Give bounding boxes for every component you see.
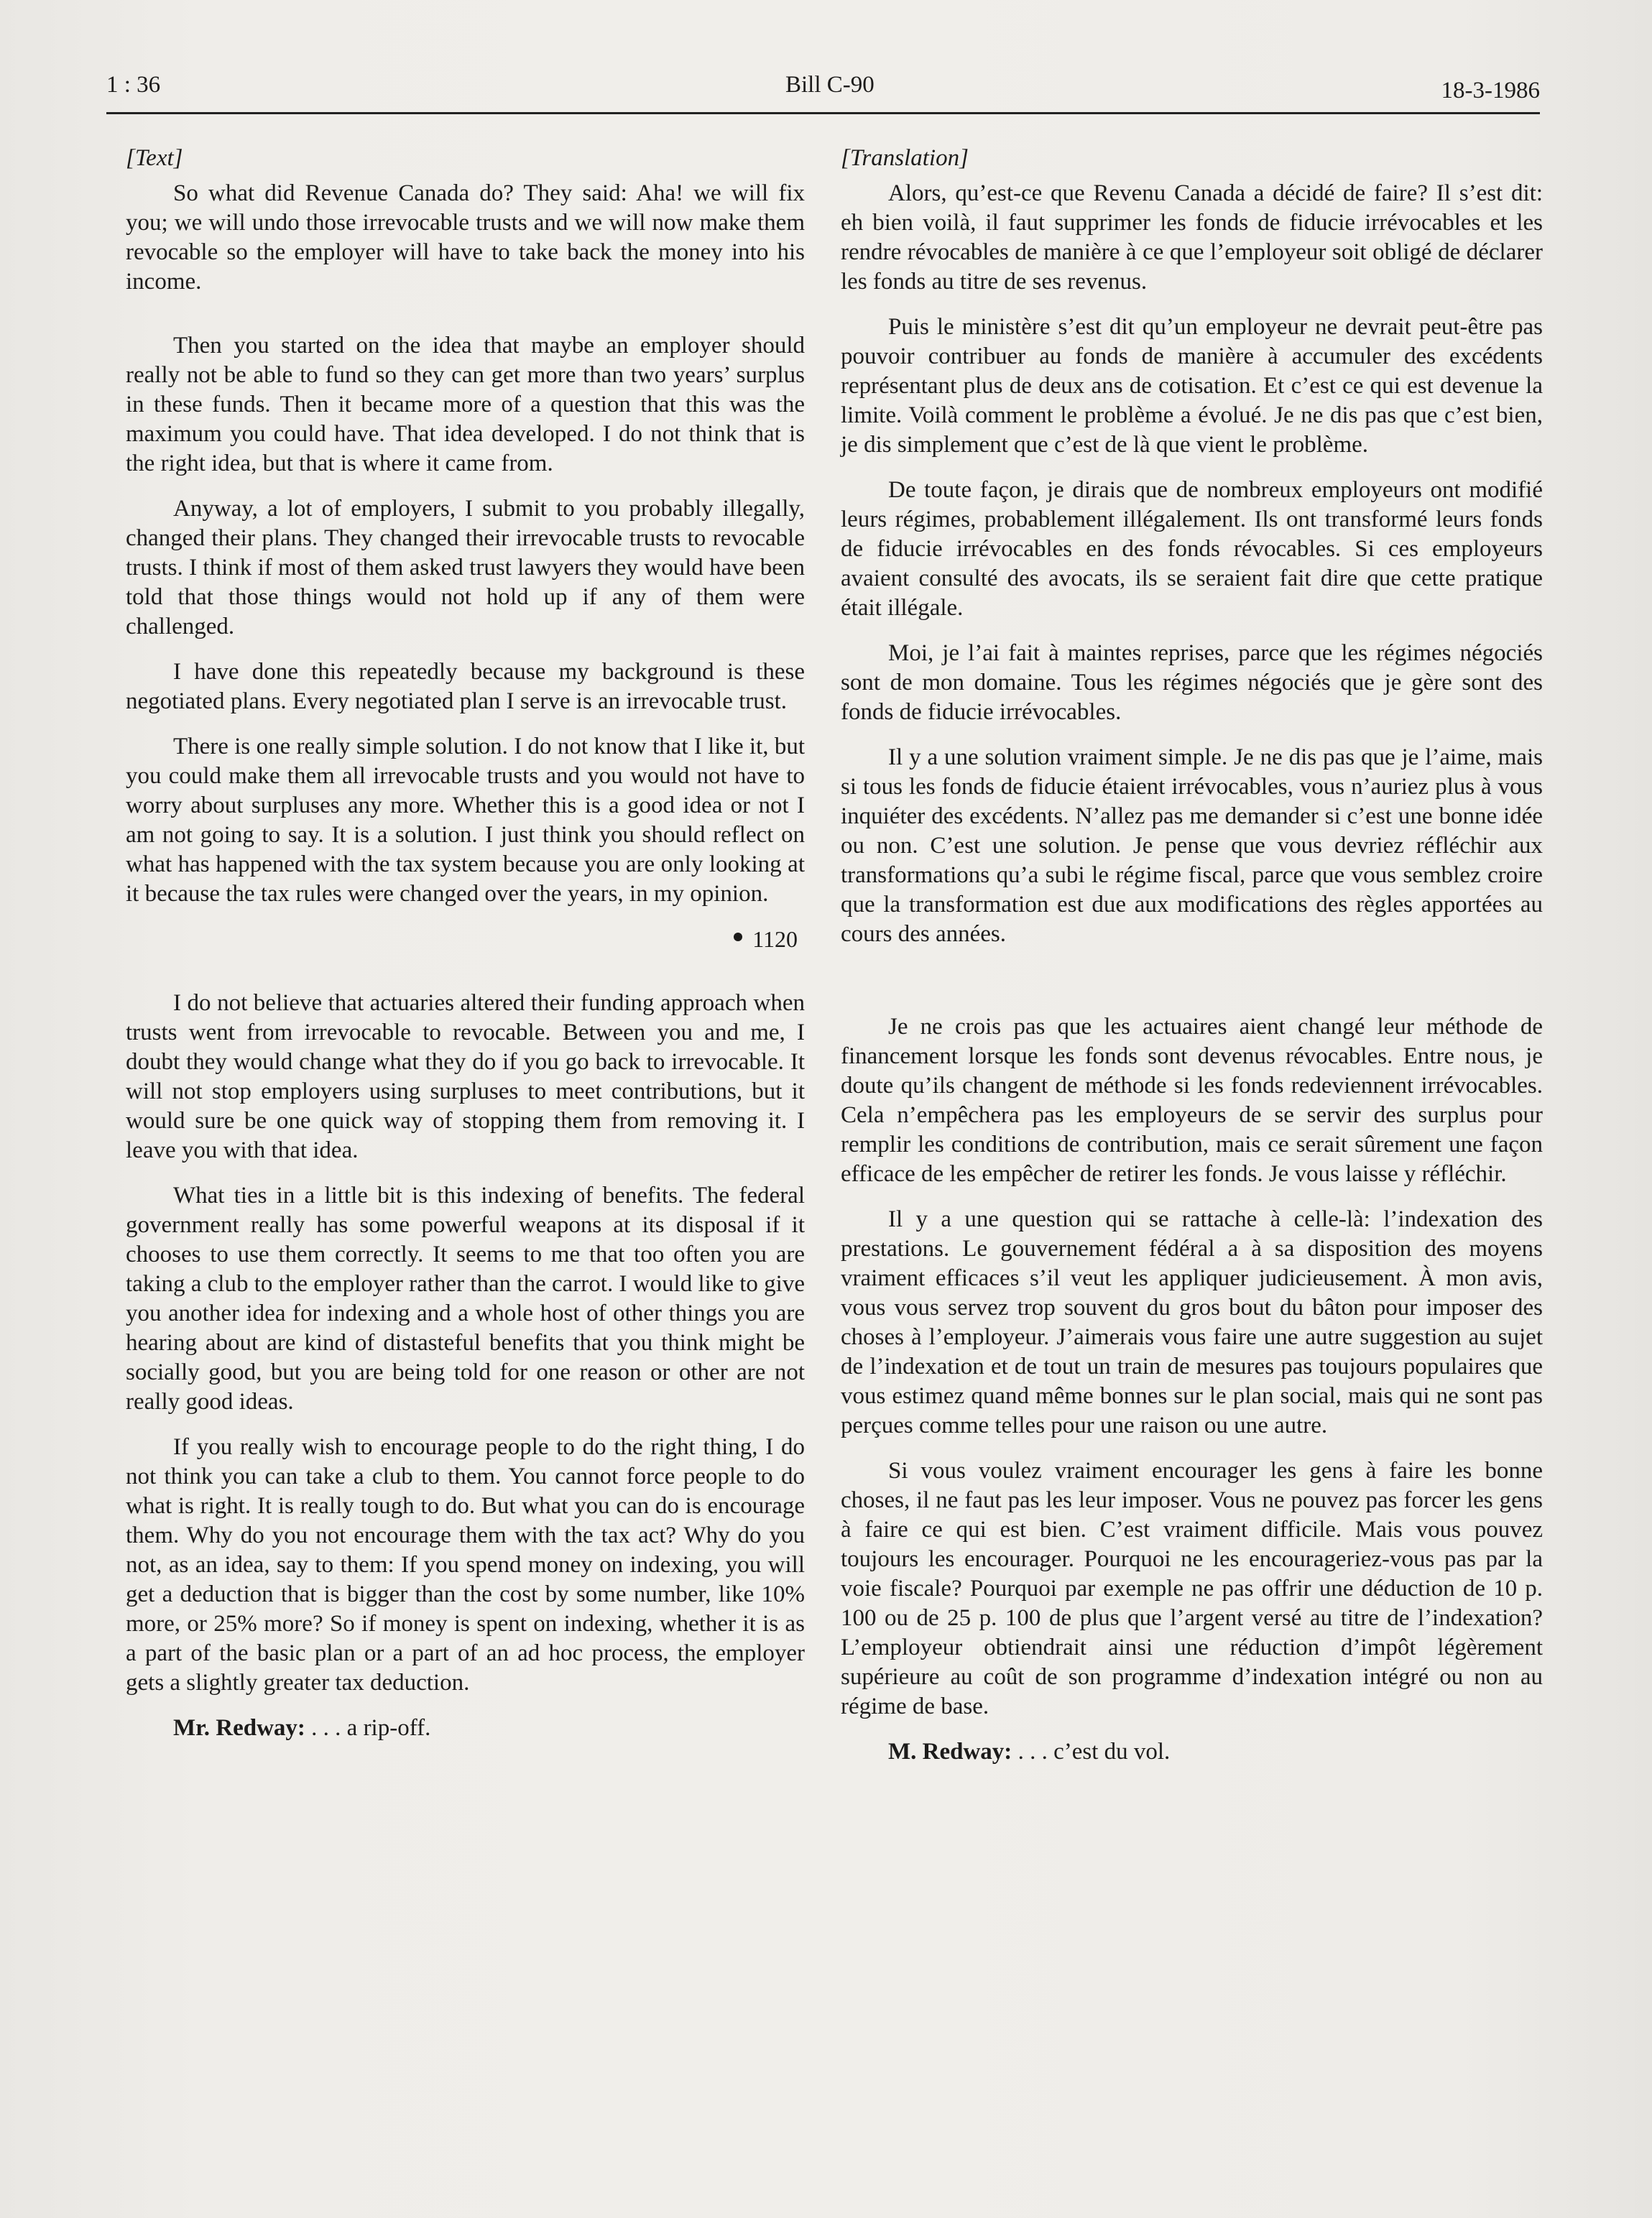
page-header (106, 72, 1540, 115)
french-paragraph: Il y a une question qui se rattache à celle-là: l’indexation des prestations. Le gouvernement fédéral a à sa disposition des moyens vraiment efficaces s’il veut les appliquer judicieusement. À mon avis, vous vous servez trop souvent du gros bout du bâton pour imposer des choses à l’employeur. J’aimerais vous faire une autre suggestion au sujet de l’indexation et de tout un train de mesures pas toujours populaires que vous estimez quand même bonnes sur le plan social, mais qui ne sont pas perçues comme telles pour une raison ou une autre. (841, 1206, 1543, 1438)
time-marker-label: 1120 (752, 926, 798, 952)
sitting-date: 18-3-1986 (1441, 78, 1540, 103)
bill-title: Bill C-90 (785, 72, 875, 98)
english-column (126, 144, 805, 1759)
english-paragraph: There is one really simple solution. I do not know that I like it, but you could make them all irrevocable trusts and you would not have to worry about surpluses any more. Whether this is a good idea or not I am not going to say. It is a solution. I just think you should reflect on what has happened with the tax system because you are only looking at it because the tax rules were changed over the years, in my opinion. (126, 734, 805, 907)
english-paragraph: Then you started on the idea that maybe an employer should really not be able to fund so they can get more than two years’ surplus in these funds. Then it became more of a question that this was the maximum you could have. That idea developed. I do not think that is the right idea, but that is where it came from. (126, 333, 805, 476)
french-column (841, 144, 1543, 1783)
speaker-name: M. Redway: (888, 1739, 1012, 1765)
french-paragraph: Alors, qu’est-ce que Revenu Canada a décidé de faire? Il s’est dit: eh bien voilà, il faut supprimer les fonds de fiducie irrévocables et les rendre révocables de manière à ce que l’employeur soit obligé de déclarer les fonds au titre de ses revenus. (841, 180, 1543, 295)
french-paragraph: Je ne crois pas que les actuaires aient changé leur méthode de financement lorsque les fonds sont devenus révocables. Entre nous, je doute qu’ils changent de méthode si les fonds redeviennent irrévocables. Cela n’empêchera pas les employeurs de se servir des surplus pour remplir les conditions de contribution, mais ce serait sûrement une façon efficace de les empêcher de retirer les fonds. Je vous laisse y réfléchir. (841, 1014, 1543, 1187)
speaker-remark: . . . c’est du vol. (1012, 1739, 1171, 1765)
bullet-icon (734, 933, 742, 941)
header-rule (106, 112, 1540, 114)
english-paragraph: Anyway, a lot of employers, I submit to you probably illegally, changed their plans. They changed their irrevocable trusts to revocable trusts. I think if most of them asked trust lawyers they would have been told that those things would not hold up if any of them were challenged. (126, 496, 805, 639)
translation-tag: [Translation] (841, 145, 969, 171)
english-paragraph: What ties in a little bit is this indexing of benefits. The federal government really has some powerful weapons at its disposal if it chooses to use them correctly. It seems to me that too often you are taking a club to the employer rather than the carrot. I would like to give you another idea for indexing and a whole host of other things you are hearing about are kind of distasteful benefits that you think might be socially good, but you are being told for one reason or other are not really good ideas. (126, 1183, 805, 1415)
french-paragraph: Moi, je l’ai fait à maintes reprises, parce que les régimes négociés sont de mon domaine. Tous les régimes négociés que je gère sont des fonds de fiducie irrévocables. (841, 640, 1543, 725)
time-marker (126, 925, 798, 954)
french-paragraph: Il y a une solution vraiment simple. Je ne dis pas que je l’aime, mais si tous les fonds de fiducie étaient irrévocables, vous n’auriez plus à vous inquiéter des excédents. N’allez pas me demander si c’est une bonne idée ou non. C’est une solution. Je pense que vous devriez réfléchir aux transformations qu’a subi le régime fiscal, parce que vous semblez croire que la transformation est due aux modifications des règles apportées au cours des années. (841, 744, 1543, 947)
french-speaker-line (841, 1737, 1543, 1767)
english-speaker-line (126, 1714, 805, 1743)
english-paragraph: If you really wish to encourage people to do the right thing, I do not think you can take a club to them. You cannot force people to do what is right. It is really tough to do. But what you can do is encourage them. Why do you not encourage them with the tax act? Why do you not, as an idea, say to them: If you spend money on indexing, you will get a deduction that is bigger than the cost by some number, like 10% more, or 25% more? So if money is spent on indexing, whether it is as a part of the basic plan or a part of an ad hoc process, the employer gets a slightly greater tax deduction. (126, 1434, 805, 1696)
page-number: 1 : 36 (106, 72, 161, 98)
french-paragraph: Si vous voulez vraiment encourager les gens à faire les bonne choses, il ne faut pas les leur imposer. Vous ne pouvez pas forcer les gens à faire ce qui est bien. C’est vraiment difficile. Mais vous pouvez toujours les encourager. Pourquoi ne les encourageriez-vous pas par la voie fiscale? Pourquoi par exemple ne pas offrir une déduction de 10 p. 100 ou de 25 p. 100 de plus que l’argent versé au titre de l’indexation? L’employeur obtiendrait ainsi une réduction d’impôt légèrement supérieure au coût de son programme d’indexation intégré ou non au régime de base. (841, 1458, 1543, 1719)
text-tag: [Text] (126, 145, 183, 171)
speaker-remark: . . . a rip-off. (305, 1715, 431, 1741)
french-paragraph: De toute façon, je dirais que de nombreux employeurs ont modifié leurs régimes, probablement illégalement. Ils ont transformé leurs fonds de fiducie irrévocables en des fonds révocables. Si ces employeurs avaient consulté des avocats, ils se seraient fait dire que cette pratique était illégale. (841, 477, 1543, 621)
french-paragraph: Puis le ministère s’est dit qu’un employeur ne devrait peut-être pas pouvoir contribuer au fonds de manière à accumuler des excédents représentant plus de deux ans de cotisation. Et c’est ce qui est devenue la limite. Voilà comment le problème a évolué. Je ne dis pas que c’est bien, je dis simplement que c’est de là que vient le problème. (841, 314, 1543, 458)
speaker-name: Mr. Redway: (173, 1715, 305, 1741)
english-paragraph: I have done this repeatedly because my background is these negotiated plans. Every negotiated plan I serve is an irrevocable trust. (126, 659, 805, 714)
english-paragraph: So what did Revenue Canada do? They said: Aha! we will fix you; we will undo those irrevocable trusts and we will now make them revocable so the employer will have to take back the money into his income. (126, 180, 805, 295)
english-paragraph: I do not believe that actuaries altered their funding approach when trusts went from irrevocable to revocable. Between you and me, I doubt they would change what they do if you go back to irrevocable. It will not stop employers using surpluses to meet contributions, but it would sure be one quick way of stopping them from removing it. I leave you with that idea. (126, 990, 805, 1163)
